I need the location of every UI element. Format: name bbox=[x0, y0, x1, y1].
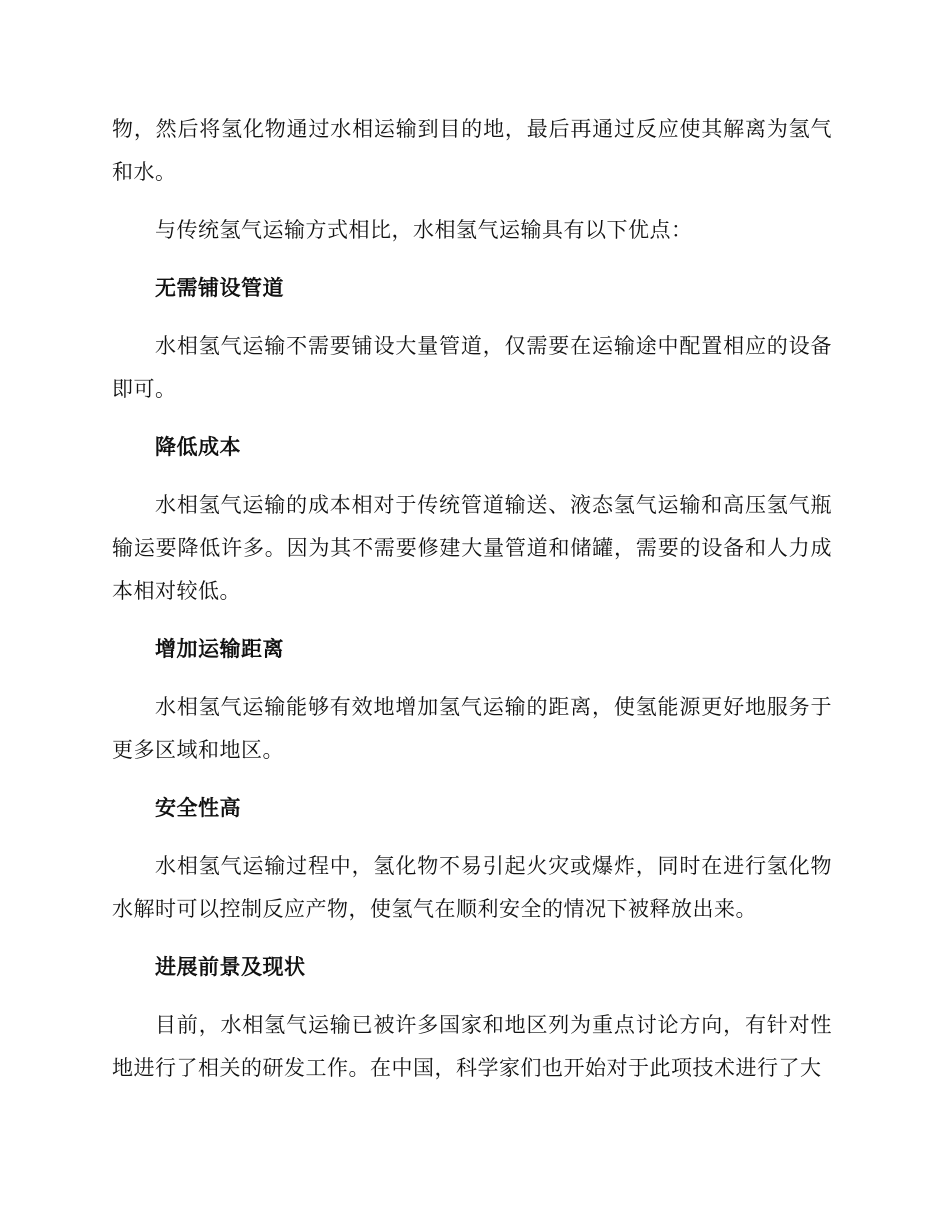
heading-high-safety: 安全性高 bbox=[155, 796, 241, 820]
heading-progress-outlook: 进展前景及现状 bbox=[155, 955, 306, 979]
paragraph-high-safety: 水相氢气运输过程中，氢化物不易引起火灾或爆炸，同时在进行氢化物水解时可以控制反应产物，使氢气在顺利安全的情况下被释放出来。 bbox=[112, 854, 832, 921]
heading-reduce-cost: 降低成本 bbox=[155, 435, 241, 459]
paragraph-reduce-cost: 水相氢气运输的成本相对于传统管道输送、液态氢气运输和高压氢气瓶输运要降低许多。因为其不需要修建大量管道和储罐，需要的设备和人力成本相对较低。 bbox=[112, 493, 832, 603]
heading-no-pipeline: 无需铺设管道 bbox=[155, 276, 284, 300]
paragraph-advantages-intro: 与传统氢气运输方式相比，水相氢气运输具有以下优点： bbox=[155, 218, 693, 242]
paragraph-continuation: 物，然后将氢化物通过水相运输到目的地，最后再通过反应使其解离为氢气和水。 bbox=[112, 117, 832, 184]
paragraph-increase-distance: 水相氢气运输能够有效地增加氢气运输的距离，使氢能源更好地服务于更多区域和地区。 bbox=[112, 695, 832, 762]
paragraph-no-pipeline: 水相氢气运输不需要铺设大量管道，仅需要在运输途中配置相应的设备即可。 bbox=[112, 334, 832, 401]
heading-increase-distance: 增加运输距离 bbox=[155, 637, 284, 661]
document-body bbox=[112, 108, 832, 1105]
paragraph-progress-outlook: 目前，水相氢气运输已被许多国家和地区列为重点讨论方向，有针对性地进行了相关的研发工作。在中国，科学家们也开始对于此项技术进行了大 bbox=[112, 1013, 832, 1080]
